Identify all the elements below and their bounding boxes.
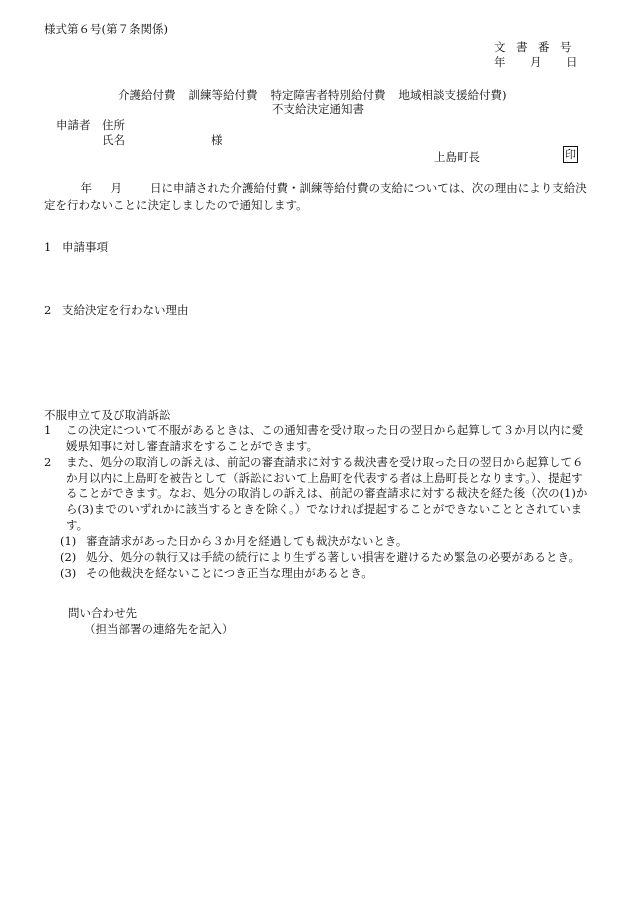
objection-list xyxy=(44,423,594,582)
date-year: 年 xyxy=(494,55,506,69)
body-text: 日に申請された介護給付費・訓練等給付費の支給については、次の理由により支給決定を行わないことに決定しましたので通知します。 xyxy=(44,181,587,212)
benefit-type: 介護給付費 xyxy=(118,88,176,102)
address-label: 住所 xyxy=(102,118,125,132)
section-2 xyxy=(44,303,189,318)
objection-item-text: この決定について不服があるときは、この通知書を受け取った日の翌日から起算して３か月以内に愛媛県知事に対し審査請求をすることができます。 xyxy=(66,423,584,453)
sub-item-number: (1) xyxy=(60,534,77,549)
doc-number-char: 号 xyxy=(560,40,572,54)
sub-item-text: 処分、処分の執行又は手続の続行により生ずる著しい損害を避けるため緊急の必要があるとき。 xyxy=(86,549,581,564)
objection-sub-item xyxy=(60,534,594,550)
section-number: 1 xyxy=(44,240,52,254)
section-title: 支給決定を行わない理由 xyxy=(62,303,189,317)
section-title: 申請事項 xyxy=(62,240,108,254)
body-month: 月 xyxy=(110,181,122,195)
objection-title: 不服申立て及び取消訴訟 xyxy=(44,408,171,422)
form-number: 様式第６号(第７条関係) xyxy=(44,22,168,36)
body-month-blank xyxy=(92,180,122,197)
section-number: 2 xyxy=(44,303,52,317)
contact-note: （担当部署の連絡先を記入） xyxy=(84,622,234,636)
objection-item-text: また、処分の取消しの訴えは、前記の審査請求に対する裁決書を受け取った日の翌日から起算して６か月以内に上島町を被告として（訴訟において上島町を代表する者は上島町長となります。）、提起することができます。なお、処分の取消しの訴えは、前記の審査請求に対する裁決を経た後（次の(1)から(3)までのいずれかに該当するときを除く。）でなければ提起することができないこととされています。 xyxy=(66,454,588,533)
objection-item-number: 2 xyxy=(44,454,52,469)
benefit-type: 訓練等給付費 xyxy=(188,88,258,102)
sub-item-text: その他裁決を経ないことにつき正当な理由があるとき。 xyxy=(86,565,373,580)
document-title: 不支給決定通知書 xyxy=(272,102,364,116)
contact-title: 問い合わせ先 xyxy=(68,606,137,620)
benefit-type: 地域相談支援給付費) xyxy=(398,88,507,102)
section-1 xyxy=(44,240,108,255)
doc-number-char: 文 xyxy=(494,40,506,54)
objection-sub-list xyxy=(44,534,594,582)
objection-sub-item xyxy=(60,550,594,566)
doc-number-char: 書 xyxy=(516,40,528,54)
name-label: 氏名 xyxy=(102,133,125,147)
body-year-blank xyxy=(44,180,92,197)
objection-item xyxy=(44,423,594,455)
objection-sub-item xyxy=(60,566,594,582)
objection-item xyxy=(44,455,594,534)
date-month: 月 xyxy=(530,55,542,69)
sub-item-number: (2) xyxy=(60,549,77,564)
benefit-types xyxy=(118,88,507,103)
seal-box: 印 xyxy=(565,148,576,161)
mayor-title: 上島町長 xyxy=(434,150,480,164)
date-day: 日 xyxy=(566,55,578,69)
benefit-type: 特定障害者特別給付費 xyxy=(270,88,386,102)
body-year: 年 xyxy=(80,181,92,195)
doc-number-char: 番 xyxy=(538,40,550,54)
applicant-label: 申請者 xyxy=(56,118,91,132)
sub-item-number: (3) xyxy=(60,565,77,580)
objection-item-number: 1 xyxy=(44,423,52,437)
notice-body xyxy=(44,180,590,213)
honorific: 様 xyxy=(211,133,223,147)
sub-item-text: 審査請求があった日から３か月を経過しても裁決がないとき。 xyxy=(86,534,408,549)
document-number-line xyxy=(494,40,572,55)
date-line xyxy=(494,55,578,70)
